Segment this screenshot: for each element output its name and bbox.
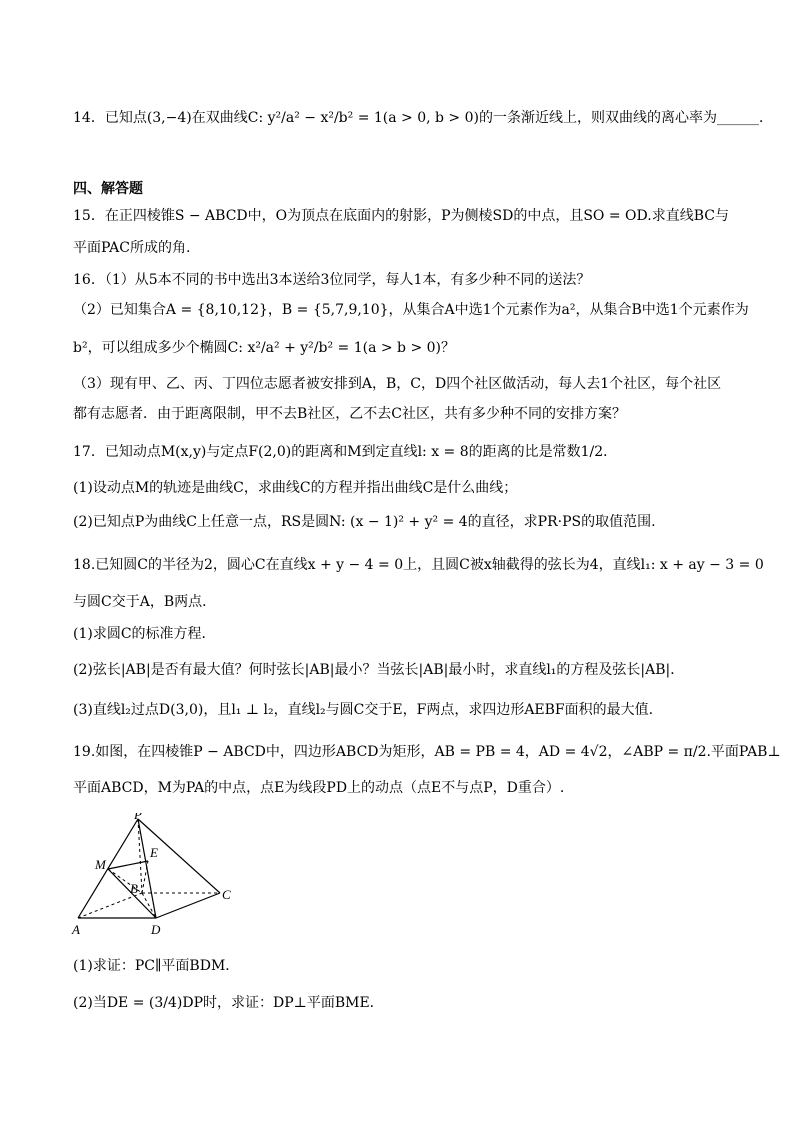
q16-line-5: 都有志愿者．由于距离限制，甲不去B社区，乙不去C社区，共有多少种不同的安排方案？ bbox=[73, 406, 626, 422]
q19-line-1: 19.如图，在四棱锥P − ABCD中，四边形ABCD为矩形，AB = PB = 4，AD = 4√2，∠ABP = π/2.平面PAB⊥ bbox=[73, 744, 781, 760]
q17-line-2: (1)设动点M的轨迹是曲线C，求曲线C的方程并指出曲线C是什么曲线； bbox=[73, 480, 518, 496]
label-P: P bbox=[134, 813, 142, 822]
q17-line-1: 17．已知动点M(x,y)与定点F(2,0)的距离和M到定直线l: x = 8的距离的比是常数1/2． bbox=[73, 444, 618, 460]
label-E: E bbox=[150, 845, 158, 860]
q18-line-3: (1)求圆C的标准方程． bbox=[73, 626, 216, 642]
q18-line-4: (2)弦长|AB|是否有最大值？何时弦长|AB|最小？当弦长|AB|最小时，求直线l₁的方程及弦长|AB|． bbox=[73, 662, 685, 678]
q18-line-5: (3)直线l₂过点D(3,0)，且l₁ ⊥ l₂，直线l₂与圆C交于E，F两点，求四边形AEBF面积的最大值. bbox=[73, 702, 654, 718]
q16-line-3: b²，可以组成多少个椭圆C: x²/a² + y²/b² = 1(a > b > 0)？ bbox=[73, 340, 456, 356]
label-M: M bbox=[95, 857, 106, 872]
q19-line-4: (2)当DE = (3/4)DP时，求证：DP⊥平面BME． bbox=[73, 995, 384, 1011]
label-B: B bbox=[130, 881, 138, 896]
q18-line-1: 18.已知圆C的半径为2，圆心C在直线x + y − 4 = 0上，且圆C被x轴截得的弦长为4，直线l₁: x + ay − 3 = 0 bbox=[73, 557, 764, 573]
section-heading: 四、解答题 bbox=[73, 181, 143, 197]
q16-line-1: 16．（1）从5本不同的书中选出3本送给3位同学，每人1本，有多少种不同的送法？ bbox=[73, 272, 591, 288]
q18-line-2: 与圆C交于A，B两点． bbox=[73, 594, 217, 610]
q15-line-2: 平面PAC所成的角. bbox=[73, 240, 191, 256]
q14-line: 14．已知点(3,−4)在双曲线C: y²/a² − x²/b² = 1(a > 0, b > 0)的一条渐近线上，则双曲线的离心率为______． bbox=[73, 110, 773, 126]
q17-line-3: (2)已知点P为曲线C上任意一点，RS是圆N: (x − 1)² + y² = 4的直径，求PR·PS的取值范围. bbox=[73, 514, 656, 530]
q19-line-3: (1)求证：PC∥平面BDM． bbox=[73, 958, 240, 974]
label-D: D bbox=[151, 922, 161, 937]
q19-line-2: 平面ABCD，M为PA的中点，点E为线段PD上的动点（点E不与点P，D重合）. bbox=[73, 780, 565, 796]
label-A: A bbox=[72, 922, 80, 937]
q16-line-4: （3）现有甲、乙、丙、丁四位志愿者被安排到A，B，C，D四个社区做活动，每人去1个社区，每个社区 bbox=[73, 376, 722, 392]
label-C: C bbox=[222, 887, 231, 902]
q16-line-2: （2）已知集合A = {8,10,12}，B = {5,7,9,10}，从集合A中选1个元素作为a²，从集合B中选1个元素作为 bbox=[73, 302, 749, 318]
q15-line-1: 15．在正四棱锥S − ABCD中，O为顶点在底面内的射影，P为侧棱SD的中点，且SO = OD.求直线BC与 bbox=[73, 208, 729, 224]
pyramid-figure bbox=[70, 813, 240, 942]
